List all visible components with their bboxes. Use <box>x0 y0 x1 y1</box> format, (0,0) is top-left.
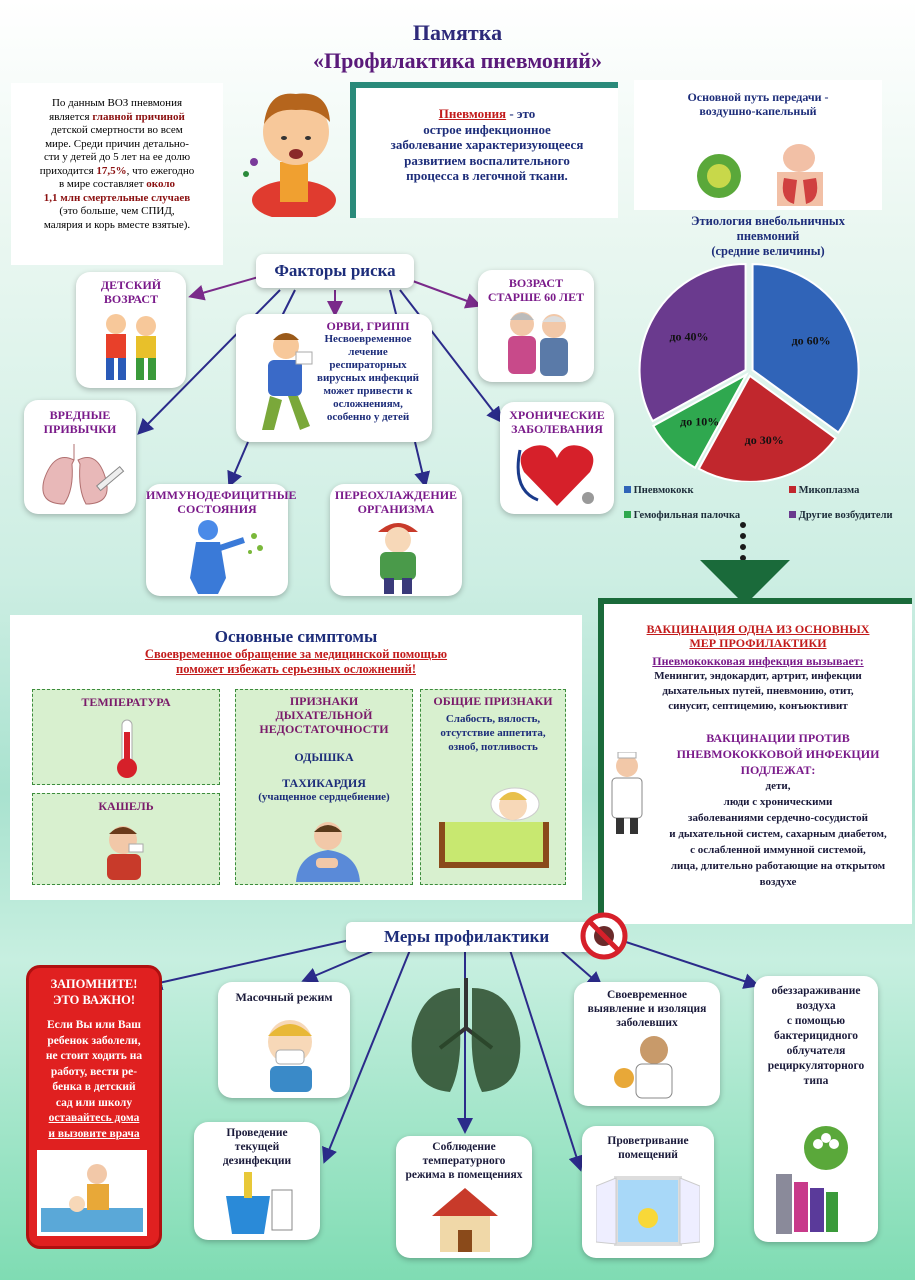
page-title: Памятка <box>412 20 503 45</box>
risk-child-age: ДЕТСКИЙ ВОЗРАСТ <box>76 272 186 388</box>
page-subtitle: «Профилактика пневмоний» <box>313 48 602 73</box>
legend-item-mycoplasma: Микоплазма <box>789 485 859 496</box>
sick-child-bed-icon <box>435 772 551 878</box>
definition-box: Пневмония - это острое инфекционное заболевание характеризующееся развитием воспалительного процесса в легочной ткани. <box>350 82 618 218</box>
mask-icon <box>240 1012 330 1092</box>
risk-factors-title: Факторы риска <box>256 254 414 288</box>
cleaning-supplies-icon <box>220 1172 296 1236</box>
doctor-bear-icon <box>610 1032 686 1102</box>
prevention-title: Меры профилактики <box>346 922 598 952</box>
thermometer-icon <box>113 718 141 780</box>
doctor-icon <box>606 752 648 834</box>
prevention-disinfection: Проведение текущей дезинфекции <box>194 1122 320 1240</box>
legend-item-other: Другие возбудители <box>789 510 893 521</box>
window-icon <box>596 1172 700 1252</box>
risk-old-age: ВОЗРАСТ СТАРШЕ 60 ЛЕТ <box>478 270 594 382</box>
risk-bad-habits: ВРЕДНЫЕ ПРИВЫЧКИ <box>24 400 136 514</box>
recirculator-icon <box>770 1126 864 1236</box>
heart-stethoscope-icon <box>514 440 600 512</box>
lungs-virus-icon <box>689 128 839 206</box>
smoking-lungs-icon <box>34 440 130 510</box>
prevention-mask: Масочный режим <box>218 982 350 1098</box>
freezing-man-icon <box>360 518 436 594</box>
symptom-cough: КАШЕЛЬ <box>32 793 220 885</box>
etiology-pie-chart <box>624 262 874 482</box>
who-stats-box: По данным ВОЗ пневмония является главной причиной детской смертности во всем мире. Среди причин детально- сти у детей до 5 лет на ее долю приходится 17,5%, что ежегодно в мире составляет около 1,1 млн смертельные случаев (это больше, чем СПИД, малярия и корь вместе взятые). <box>11 83 223 265</box>
prevention-detection: Своевременное выявление и изоляция заболевших <box>574 982 720 1106</box>
etiology-title: Этиология внебольничных пневмоний (средние величины) <box>691 214 845 258</box>
remember-box: ЗАПОМНИТЕ! ЭТО ВАЖНО! Если Вы или Ваш ребенок заболели, не стоит ходить на работу, вести ре- бенка в детский сад или школу оставайтесь дома и вызовите врача <box>26 965 162 1249</box>
transmission-box: Основной путь передачи - воздушно-капельный <box>634 80 882 210</box>
prevention-air-disinfection: обеззараживание воздуха с помощью бактерицидного облучателя рециркуляторного типа <box>754 976 878 1242</box>
pie-label-3: до 40% <box>669 329 709 344</box>
sick-family-icon <box>37 1150 147 1236</box>
pie-legend <box>624 485 914 525</box>
legend-item-pneumococcus: Пневмококк <box>624 485 694 496</box>
sick-boy-icon <box>238 82 350 217</box>
risk-chronic: ХРОНИЧЕСКИЕ ЗАБОЛЕВАНИЯ <box>500 402 614 514</box>
lungs-tree-icon <box>400 968 532 1108</box>
kids-icon <box>94 310 168 384</box>
legend-item-haemophilus: Гемофильная палочка <box>624 510 740 521</box>
symptom-respiratory: ПРИЗНАКИ ДЫХАТЕЛЬНОЙ НЕДОСТАТОЧНОСТИ ОДЫШКА ТАХИКАРДИЯ (учащенное сердцебиение) <box>235 689 413 885</box>
symptom-temperature: ТЕМПЕРАТУРА <box>32 689 220 785</box>
risk-hypothermia: ПЕРЕОХЛАЖДЕНИЕ ОРГАНИЗМА <box>330 484 462 596</box>
elderly-couple-icon <box>498 306 578 380</box>
warm-house-icon <box>430 1186 500 1254</box>
pie-label-1: до 30% <box>744 433 784 448</box>
symptoms-panel: Основные симптомы Своевременное обращение за медицинской помощью поможет избежать серьезных осложнений! ТЕМПЕРАТУРА КАШЕЛЬ ПРИЗНАКИ ДЫХАТЕЛЬНОЙ НЕДОСТАТОЧНОСТИ ОДЫШКА ТАХИКАРДИЯ (учащенное сердцебиение) ОБЩИЕ ПРИЗНАКИ Слабость, вялость, отсутствие аппетита, озноб, потливость <box>10 615 582 900</box>
vaccination-panel: ВАКЦИНАЦИЯ ОДНА ИЗ ОСНОВНЫХ МЕР ПРОФИЛАКТИКИ Пневмококковая инфекция вызывает: Менингит, эндокардит, артрит, инфекции дыхательных путей, пневмонию, отит, синусит, септицемию, конъюктивит ВАКЦИНАЦИИ ПРОТИВ ПНЕВМОКОККОВОЙ ИНФЕКЦИИ ПОДЛЕЖАТ: дети, люди с хроническими заболеваниями сердечно-сосудистой и дыхательной систем, сахарным диабетом, с ослабленной иммунной системой, лица, длительно работающие на открытом воздухе <box>598 598 912 924</box>
prevention-temperature: Соблюдение температурного режима в помещениях <box>396 1136 532 1258</box>
no-virus-icon <box>580 912 628 960</box>
symptom-general: ОБЩИЕ ПРИЗНАКИ Слабость, вялость, отсутствие аппетита, озноб, потливость <box>420 689 566 885</box>
prevention-ventilation: Проветривание помещений <box>582 1126 714 1258</box>
risk-orvi: ОРВИ, ГРИПП Несвоевременное лечение респираторных вирусных инфекций может привести к осложнениям, особенно у детей <box>236 314 432 442</box>
pie-label-0: до 60% <box>791 333 831 348</box>
coughing-man-icon <box>95 818 159 880</box>
chest-pain-icon <box>276 820 372 882</box>
pie-label-2: до 10% <box>680 414 720 429</box>
risk-immunodeficiency: ИММУНОДЕФИЦИТНЫЕ СОСТОЯНИЯ <box>146 484 288 596</box>
immune-body-icon <box>168 518 268 594</box>
